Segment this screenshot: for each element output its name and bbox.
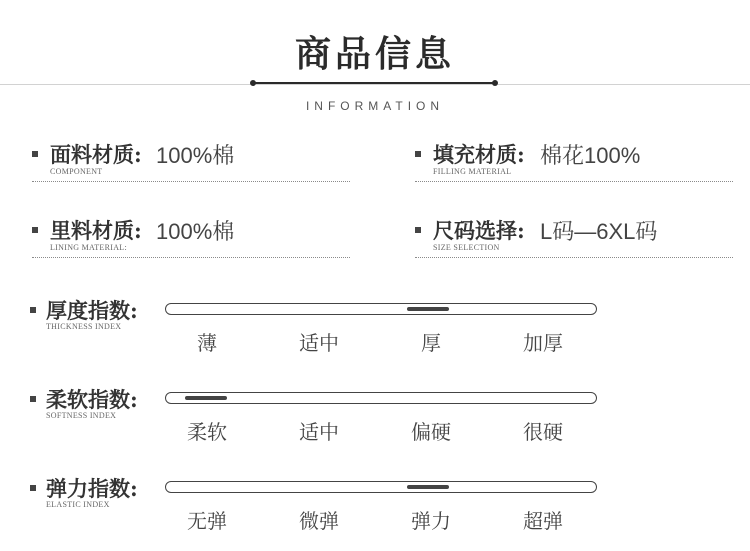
index-label: 弹力指数: bbox=[46, 476, 138, 501]
elastic-scale bbox=[165, 481, 597, 493]
spec-label: 尺码选择: bbox=[433, 218, 525, 243]
underline-right-dot bbox=[492, 80, 498, 86]
index-english-label: ELASTIC INDEX bbox=[46, 500, 110, 509]
spec-english-label: SIZE SELECTION bbox=[433, 243, 500, 252]
thickness-level-label: 适中 bbox=[299, 331, 339, 355]
square-bullet-icon bbox=[30, 307, 36, 313]
page-title: 商品信息 bbox=[294, 33, 455, 75]
thickness-level-marker bbox=[407, 307, 449, 311]
softness-level-label: 偏硬 bbox=[411, 420, 451, 444]
spec-english-label: LINING MATERIAL: bbox=[50, 243, 128, 252]
thickness-scale bbox=[165, 303, 597, 315]
softness-level-label: 很硬 bbox=[523, 420, 563, 444]
spec-value: 100%棉 bbox=[156, 219, 235, 244]
softness-level-marker bbox=[185, 396, 227, 400]
spec-value: 100%棉 bbox=[156, 143, 235, 168]
header-divider bbox=[0, 84, 750, 85]
spec-label: 填充材质: bbox=[433, 142, 525, 167]
elastic-level-marker bbox=[407, 485, 449, 489]
dotted-divider bbox=[415, 181, 733, 182]
page-subtitle: INFORMATION bbox=[305, 99, 445, 113]
spec-english-label: FILLING MATERIAL bbox=[433, 167, 512, 176]
square-bullet-icon bbox=[30, 396, 36, 402]
square-bullet-icon bbox=[32, 227, 38, 233]
header-underline bbox=[253, 82, 495, 84]
thickness-level-label: 薄 bbox=[197, 331, 217, 355]
dotted-divider bbox=[415, 257, 733, 258]
elastic-level-label: 超弹 bbox=[523, 509, 563, 533]
square-bullet-icon bbox=[32, 151, 38, 157]
square-bullet-icon bbox=[30, 485, 36, 491]
softness-level-label: 柔软 bbox=[187, 420, 227, 444]
elastic-level-label: 微弹 bbox=[299, 509, 339, 533]
dotted-divider bbox=[32, 181, 350, 182]
spec-value: 棉花100% bbox=[540, 143, 641, 168]
thickness-level-label: 厚 bbox=[421, 331, 441, 355]
elastic-level-label: 弹力 bbox=[411, 509, 451, 533]
elastic-level-label: 无弹 bbox=[187, 509, 227, 533]
spec-label: 面料材质: bbox=[50, 142, 142, 167]
underline-left-dot bbox=[250, 80, 256, 86]
softness-level-label: 适中 bbox=[299, 420, 339, 444]
index-english-label: SOFTNESS INDEX bbox=[46, 411, 117, 420]
dotted-divider bbox=[32, 257, 350, 258]
index-english-label: THICKNESS INDEX bbox=[46, 322, 122, 331]
spec-english-label: COMPONENT bbox=[50, 167, 103, 176]
index-label: 厚度指数: bbox=[46, 298, 138, 323]
square-bullet-icon bbox=[415, 151, 421, 157]
thickness-level-label: 加厚 bbox=[523, 331, 563, 355]
spec-label: 里料材质: bbox=[50, 218, 142, 243]
square-bullet-icon bbox=[415, 227, 421, 233]
spec-value: L码—6XL码 bbox=[540, 219, 658, 244]
softness-scale bbox=[165, 392, 597, 404]
index-label: 柔软指数: bbox=[46, 387, 138, 412]
